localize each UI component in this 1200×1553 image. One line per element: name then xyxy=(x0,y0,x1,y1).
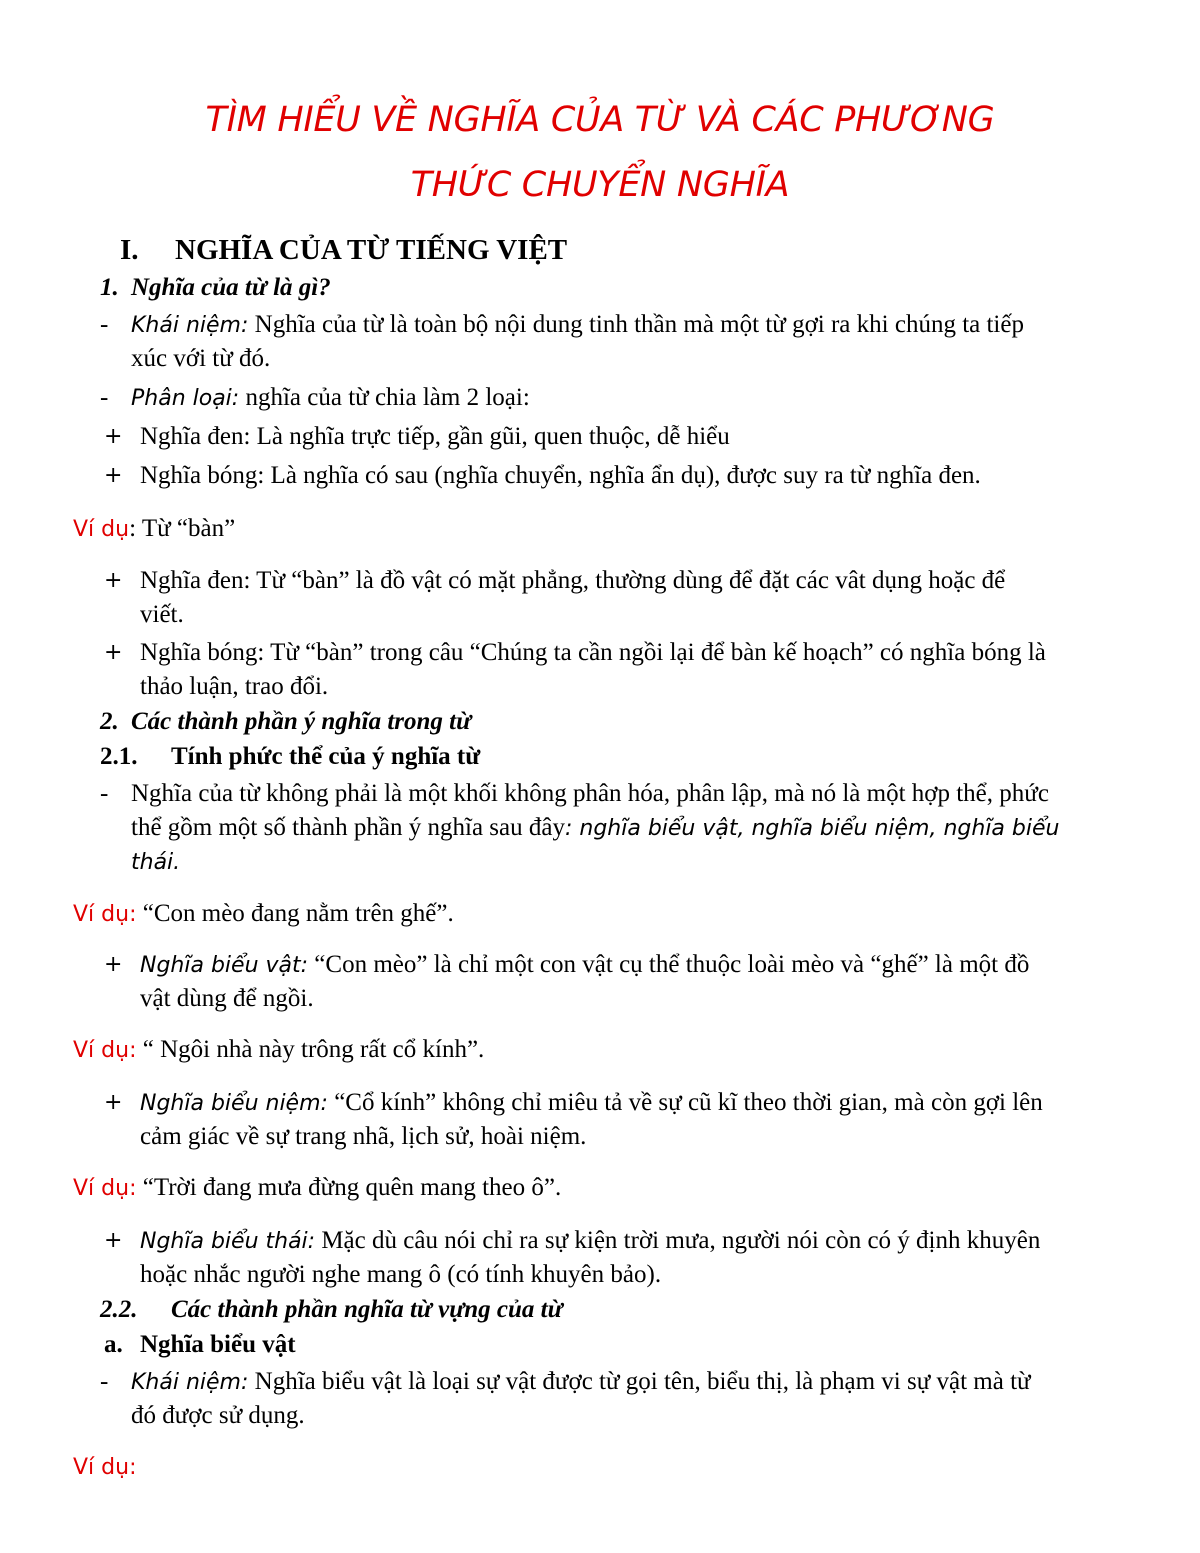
subsection-heading: Nghĩa của từ là gì? xyxy=(131,274,331,301)
literal-meaning-item: Nghĩa đen: Là nghĩa trực tiếp, gần gũi, quen thuộc, dễ hiểu xyxy=(140,423,730,450)
example-item-text: “Cổ kính” không chỉ miêu tả về sự cũ kĩ theo thời gian, mà còn gợi lên xyxy=(327,1089,1043,1116)
example-item-text: Mặc dù câu nói chỉ ra sự kiện trời mưa, người nói còn có ý định khuyên xyxy=(315,1227,1041,1254)
example-line xyxy=(73,512,235,547)
paragraph-italic-text: : nghĩa biểu vật, nghĩa biểu niệm, nghĩa biểu xyxy=(564,816,1060,841)
example-line xyxy=(73,1171,561,1206)
example-label: Ví dụ: xyxy=(73,1038,137,1063)
example-label: Ví dụ: xyxy=(73,902,137,927)
example-line xyxy=(73,897,454,932)
example-item-line: vật dùng để ngồi. xyxy=(140,985,314,1012)
subsection-number: a. xyxy=(104,1331,123,1358)
dash-bullet: - xyxy=(100,384,109,411)
subsection-heading: Các thành phần ý nghĩa trong từ xyxy=(131,708,472,735)
classification-line xyxy=(131,381,530,416)
concept-text: Nghĩa của từ là toàn bộ nội dung tinh thần mà một từ gợi ra khi chúng ta tiếp xyxy=(248,311,1024,338)
example-item-line: thảo luận, trao đổi. xyxy=(140,673,329,700)
paragraph-line xyxy=(131,845,180,880)
example-item-line: viết. xyxy=(140,601,184,628)
classification-text: nghĩa của từ chia làm 2 loại: xyxy=(239,384,530,411)
concept-text: Nghĩa biểu vật là loại sự vật được từ gọi tên, biểu thị, là phạm vi sự vật mà từ xyxy=(248,1368,1031,1395)
example-item-label: Nghĩa biểu niệm: xyxy=(140,1091,328,1116)
dash-bullet: - xyxy=(100,780,109,807)
subsection-number: 2. xyxy=(100,708,119,735)
example-item-label: Nghĩa biểu vật: xyxy=(140,953,309,978)
concept-paragraph-line: xúc với từ đó. xyxy=(131,345,271,372)
concept-paragraph-line xyxy=(131,1365,1031,1400)
concept-label: Khái niệm: xyxy=(131,1370,249,1395)
example-label: Ví dụ xyxy=(73,517,130,542)
paragraph-italic-text: thái. xyxy=(131,850,181,875)
example-line xyxy=(73,1033,484,1068)
example-item-line: cảm giác về sự trang nhã, lịch sử, hoài niệm. xyxy=(140,1123,587,1150)
dash-bullet: - xyxy=(100,311,109,338)
classification-label: Phân loại: xyxy=(131,386,240,411)
example-label: Ví dụ: xyxy=(73,1176,137,1201)
example-item-line xyxy=(140,948,1029,983)
example-item-line: hoặc nhắc người nghe mang ô (có tính khuyên bảo). xyxy=(140,1261,662,1288)
concept-paragraph-line xyxy=(131,308,1024,343)
example-item-line xyxy=(140,1086,1043,1121)
example-item-line xyxy=(140,1224,1040,1259)
plus-bullet: + xyxy=(104,1090,123,1115)
example-item-line: Nghĩa bóng: Từ “bàn” trong câu “Chúng ta cần ngồi lại để bàn kế hoạch” có nghĩa bóng là xyxy=(140,639,1046,666)
example-item-line: Nghĩa đen: Từ “bàn” là đồ vật có mặt phẳng, thường dùng để đặt các vât dụng hoặc để xyxy=(140,567,1006,594)
plus-bullet: + xyxy=(104,952,123,977)
subsection-heading: Nghĩa biểu vật xyxy=(140,1331,296,1358)
plus-bullet: + xyxy=(104,640,123,665)
concept-paragraph-line: đó được sử dụng. xyxy=(131,1402,305,1429)
example-text: “Trời đang mưa đừng quên mang theo ô”. xyxy=(136,1174,562,1201)
example-item-label: Nghĩa biểu thái: xyxy=(140,1229,316,1254)
plus-bullet: + xyxy=(104,568,123,593)
example-line xyxy=(73,1450,136,1485)
document-title-line-2: THỨC CHUYỂN NGHĨA xyxy=(410,165,790,205)
subsection-number: 2.1. xyxy=(100,743,138,770)
plus-bullet: + xyxy=(104,424,123,449)
paragraph-line: Nghĩa của từ không phải là một khối không phân hóa, phân lập, mà nó là một hợp thể, phức xyxy=(131,780,1049,807)
concept-label: Khái niệm: xyxy=(131,313,249,338)
dash-bullet: - xyxy=(100,1368,109,1395)
plus-bullet: + xyxy=(104,1228,123,1253)
example-text: “Con mèo đang nằm trên ghế”. xyxy=(136,900,454,927)
example-text: “ Ngôi nhà này trông rất cổ kính”. xyxy=(136,1036,485,1063)
subsection-heading: Các thành phần nghĩa từ vựng của từ xyxy=(171,1296,563,1323)
figurative-meaning-item: Nghĩa bóng: Là nghĩa có sau (nghĩa chuyển, nghĩa ẩn dụ), được suy ra từ nghĩa đen. xyxy=(140,462,981,489)
paragraph-text: thể gồm một số thành phần ý nghĩa sau đây xyxy=(131,814,565,841)
document-title-line-1: TÌM HIỂU VỀ NGHĨA CỦA TỪ VÀ CÁC PHƯƠNG xyxy=(205,100,995,140)
subsection-number: 2.2. xyxy=(100,1296,138,1323)
paragraph-line xyxy=(131,811,1059,846)
subsection-number: 1. xyxy=(100,274,119,301)
section-number: I. xyxy=(120,234,139,266)
example-label: Ví dụ: xyxy=(73,1455,137,1480)
section-heading: NGHĨA CỦA TỪ TIẾNG VIỆT xyxy=(175,234,568,266)
subsection-heading: Tính phức thể của ý nghĩa từ xyxy=(171,743,481,770)
example-text: : Từ “bàn” xyxy=(129,515,236,542)
example-item-text: “Con mèo” là chỉ một con vật cụ thể thuộc loài mèo và “ghế” là một đồ xyxy=(308,951,1030,978)
plus-bullet: + xyxy=(104,463,123,488)
